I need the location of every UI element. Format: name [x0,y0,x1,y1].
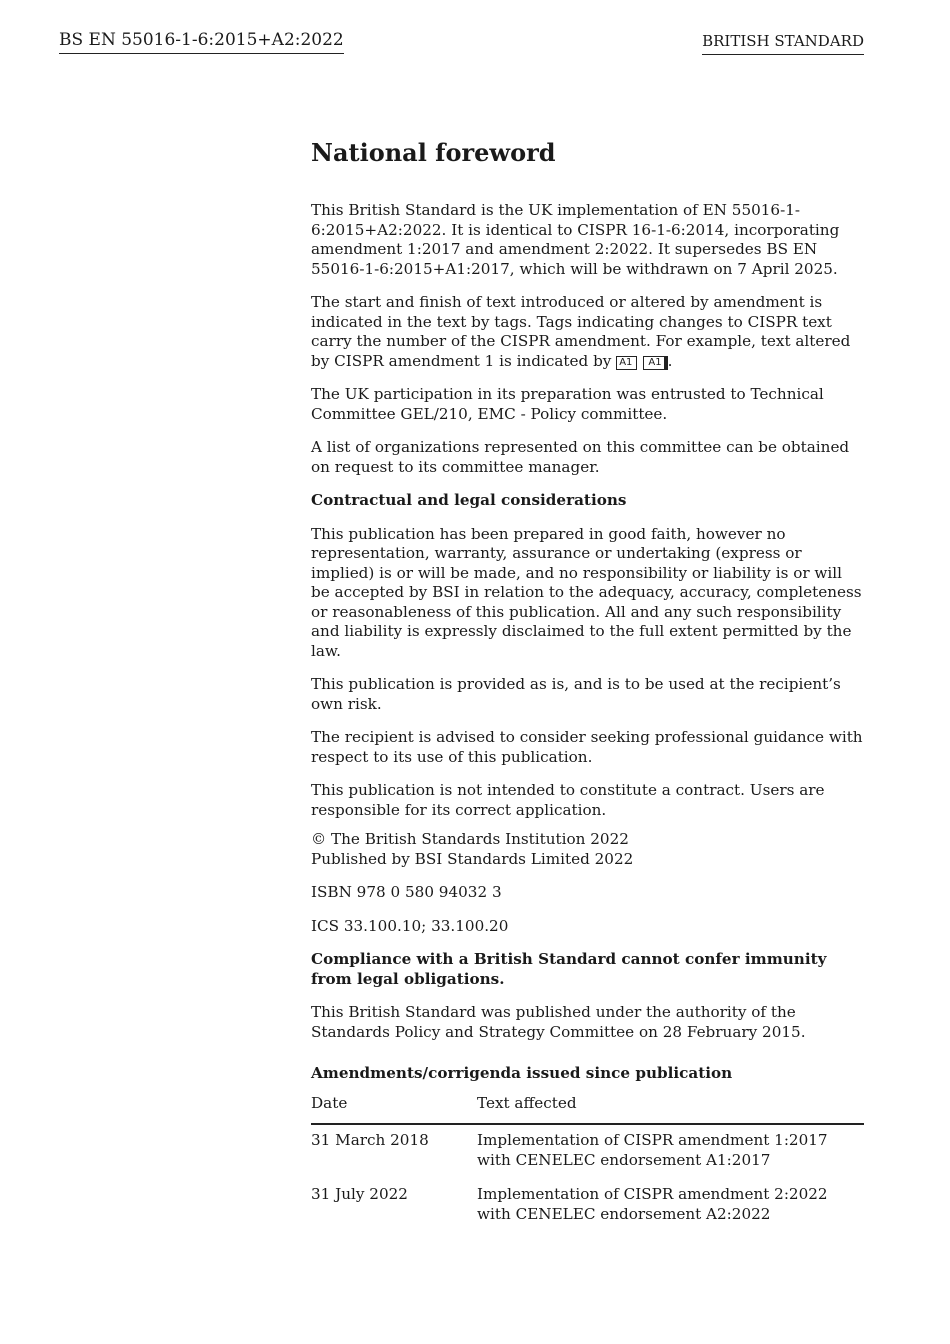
date-column-header: Date [311,1094,477,1125]
amendment-tags-end: . [667,351,673,370]
own-risk-paragraph: This publication is provided as is, and is to be used at the recipient’s own risk. [311,675,841,713]
compliance-statement: Compliance with a British Standard cannot confer immunity from legal obligations. [311,950,827,988]
amendment-date: 31 March 2018 [311,1131,429,1149]
committee-paragraph: The UK participation in its preparation was entrusted to Technical Committee GEL/210, EMC - Policy committee. [311,385,824,423]
amendment-start-tag-icon: A1 [616,356,637,370]
amendments-table [311,1094,864,1231]
contractual-heading: Contractual and legal considerations [311,491,627,509]
authority-paragraph: This British Standard was published under the authority of the Standards Policy and Strategy Committee on 28 February 2015. [311,1003,806,1041]
implementation-paragraph: This British Standard is the UK implementation of EN 55016-1-6:2015+A2:2022. It is identical to CISPR 16-1-6:2014, incorporating amendment 1:2017 and amendment 2:2022. It supersedes BS EN 55016-1-6:2015+A1:2017, which will be withdrawn on 7 April 2025. [311,201,840,278]
publisher-line: Published by BSI Standards Limited 2022 [311,849,634,868]
amendment-text: Implementation of CISPR amendment 2:2022 with CENELEC endorsement A2:2022 [477,1185,828,1223]
guidance-paragraph: The recipient is advised to consider seeking professional guidance with respect to its use of this publication. [311,728,863,766]
amendment-date: 31 July 2022 [311,1185,408,1203]
organizations-paragraph: A list of organizations represented on this committee can be obtained on request to its committee manager. [311,438,850,476]
table-row [311,1124,864,1185]
amendment-text: Implementation of CISPR amendment 1:2017 with CENELEC endorsement A1:2017 [477,1131,828,1169]
foreword-column [311,138,864,1230]
amendments-header-row [311,1094,864,1125]
page-title: National foreword [311,138,556,167]
text-affected-column-header: Text affected [477,1094,864,1125]
copyright-block [311,830,864,869]
copyright-line: © The British Standards Institution 2022 [311,830,629,848]
amendments-heading: Amendments/corrigenda issued since publication [311,1064,733,1082]
isbn: ISBN 978 0 580 94032 3 [311,883,502,901]
amendment-end-tag-icon: A1 [643,356,667,370]
ics: ICS 33.100.10; 33.100.20 [311,916,509,935]
amendment-tags-paragraph [311,293,864,371]
contract-paragraph: This publication is not intended to constitute a contract. Users are responsible for its correct application. [311,781,825,819]
amendment-tags-text: The start and finish of text introduced or altered by amendment is indicated in the text by tags. Tags indicating changes to CISPR text carry the number of the CISPR amendment. For example, text altered by CISPR amendment 1 is indicated by [311,293,851,370]
table-row [311,1185,864,1230]
disclaimer-paragraph: This publication has been prepared in good faith, however no representation, warranty, assurance or undertaking (express or implied) is or will be made, and no responsibility or liability is or will be accepted by BSI in relation to the adequacy, accuracy, completeness or reasonableness of this publication. All and any such responsibility and liability is expressly disclaimed to the full extent permitted by the law. [311,524,862,660]
document-identifier: BS EN 55016-1-6:2015+A2:2022 [59,30,344,54]
series-label: BRITISH STANDARD [702,32,864,55]
